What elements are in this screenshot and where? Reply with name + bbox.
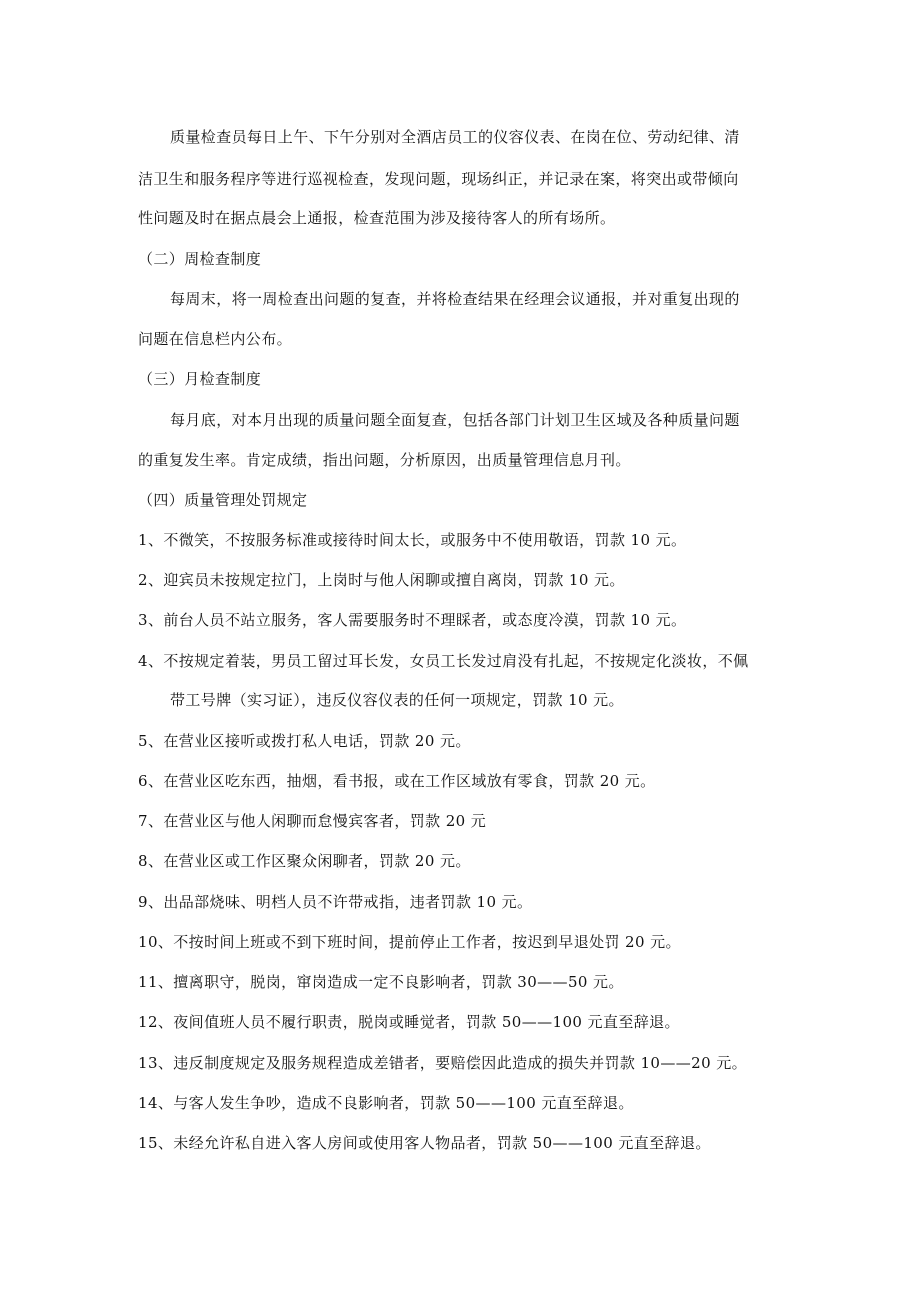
intro-line-2: 洁卫生和服务程序等进行巡视检查，发现问题，现场纠正，并记录在案，将突出或带倾向 bbox=[138, 170, 739, 188]
intro-line-1: 质量检查员每日上午、下午分别对全酒店员工的仪容仪表、在岗在位、劳动纪律、清 bbox=[170, 128, 740, 146]
rule-item: 7、在营业区与他人闲聊而怠慢宾客者，罚款 20 元 bbox=[138, 812, 487, 830]
rule-item: 10、不按时间上班或不到下班时间，提前停止工作者，按迟到早退处罚 20 元。 bbox=[138, 933, 681, 951]
rule-item: 4、不按规定着装，男员工留过耳长发，女员工长发过肩没有扎起，不按规定化淡妆，不佩 bbox=[138, 652, 749, 670]
rule-item: 1、不微笑，不按服务标准或接待时间太长，或服务中不使用敬语，罚款 10 元。 bbox=[138, 531, 687, 549]
intro-line-3: 性问题及时在据点晨会上通报，检查范围为涉及接待客人的所有场所。 bbox=[138, 209, 616, 227]
rule-item: 2、迎宾员未按规定拉门，上岗时与他人闲聊或擅自离岗，罚款 10 元。 bbox=[138, 571, 625, 589]
rule-item: 5、在营业区接听或拨打私人电话，罚款 20 元。 bbox=[138, 732, 471, 750]
section-heading-weekly: （二）周检查制度 bbox=[138, 250, 262, 268]
rule-item: 15、未经允许私自进入客人房间或使用客人物品者，罚款 50——100 元直至辞退。 bbox=[138, 1134, 711, 1152]
section-heading-penalties: （四）质量管理处罚规定 bbox=[138, 491, 308, 509]
rule-item: 9、出品部烧味、明档人员不许带戒指，违者罚款 10 元。 bbox=[138, 893, 533, 911]
monthly-line-2: 的重复发生率。肯定成绩，指出问题，分析原因，出质量管理信息月刊。 bbox=[138, 451, 631, 469]
section-heading-monthly: （三）月检查制度 bbox=[138, 370, 262, 388]
rule-item: 11、擅离职守，脱岗，窜岗造成一定不良影响者，罚款 30——50 元。 bbox=[138, 973, 624, 991]
rule-item: 12、夜间值班人员不履行职责，脱岗或睡觉者，罚款 50——100 元直至辞退。 bbox=[138, 1013, 680, 1031]
rule-item: 6、在营业区吃东西，抽烟，看书报，或在工作区域放有零食，罚款 20 元。 bbox=[138, 772, 656, 790]
rule-item: 8、在营业区或工作区聚众闲聊者，罚款 20 元。 bbox=[138, 852, 471, 870]
rule-item-continuation: 带工号牌（实习证），违反仪容仪表的任何一项规定，罚款 10 元。 bbox=[170, 691, 624, 709]
rule-item: 14、与客人发生争吵，造成不良影响者，罚款 50——100 元直至辞退。 bbox=[138, 1094, 634, 1112]
rule-item: 13、违反制度规定及服务规程造成差错者，要赔偿因此造成的损失并罚款 10——20 元。 bbox=[138, 1054, 748, 1072]
weekly-line-1: 每周末，将一周检查出问题的复查，并将检查结果在经理会议通报，并对重复出现的 bbox=[170, 290, 740, 308]
monthly-line-1: 每月底，对本月出现的质量问题全面复查，包括各部门计划卫生区域及各种质量问题 bbox=[170, 411, 740, 429]
weekly-line-2: 问题在信息栏内公布。 bbox=[138, 330, 293, 348]
rule-item: 3、前台人员不站立服务，客人需要服务时不理睬者，或态度冷漠，罚款 10 元。 bbox=[138, 611, 687, 629]
